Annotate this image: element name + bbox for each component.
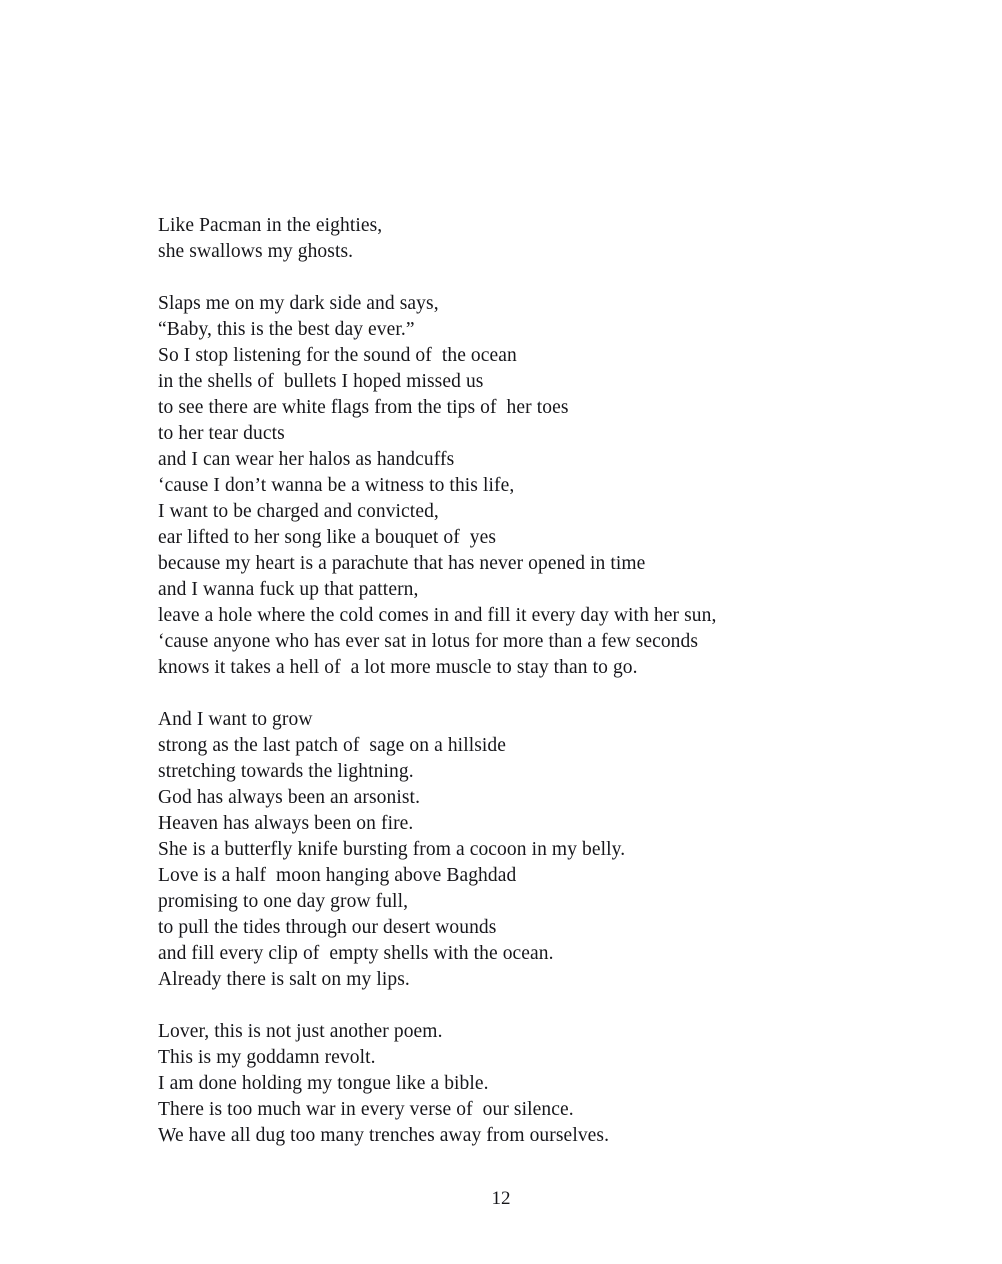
poem-line: I want to be charged and convicted, (158, 501, 439, 522)
poem-text-block (158, 213, 858, 1149)
poem-line: So I stop listening for the sound of the ocean (158, 345, 517, 366)
poem-line: Love is a half moon hanging above Baghdad (158, 865, 517, 886)
poem-line: stretching towards the lightning. (158, 761, 414, 782)
poem-line: “Baby, this is the best day ever.” (158, 319, 415, 340)
poem-line: promising to one day grow full, (158, 891, 409, 912)
stanza (158, 291, 858, 681)
poem-line: ‘cause I don’t wanna be a witness to this life, (158, 475, 515, 496)
poem-line: and I can wear her halos as handcuffs (158, 449, 455, 470)
poem-line: and I wanna fuck up that pattern, (158, 579, 419, 600)
poem-line: to pull the tides through our desert wounds (158, 917, 497, 938)
poem-line: There is too much war in every verse of our silence. (158, 1099, 574, 1120)
poem-line: knows it takes a hell of a lot more muscle to stay than to go. (158, 657, 638, 678)
stanza (158, 707, 858, 993)
poem-line: Already there is salt on my lips. (158, 969, 410, 990)
poem-line: This is my goddamn revolt. (158, 1047, 376, 1068)
poem-line: and fill every clip of empty shells with the ocean. (158, 943, 554, 964)
page-number: 12 (491, 1188, 511, 1209)
poem-line: She is a butterfly knife bursting from a cocoon in my belly. (158, 839, 626, 860)
poem-line: she swallows my ghosts. (158, 241, 354, 262)
poem-line: Heaven has always been on fire. (158, 813, 414, 834)
poem-line: Slaps me on my dark side and says, (158, 293, 439, 314)
poem-line: in the shells of bullets I hoped missed us (158, 371, 484, 392)
poem-line: because my heart is a parachute that has never opened in time (158, 553, 646, 574)
poem-line: to see there are white flags from the tips of her toes (158, 397, 569, 418)
poem-line: leave a hole where the cold comes in and fill it every day with her sun, (158, 605, 717, 626)
poem-line: strong as the last patch of sage on a hillside (158, 735, 507, 756)
poem-line: to her tear ducts (158, 423, 285, 444)
poem-line: Like Pacman in the eighties, (158, 215, 383, 236)
poem-line: ear lifted to her song like a bouquet of yes (158, 527, 497, 548)
poem-line: Lover, this is not just another poem. (158, 1021, 443, 1042)
stanza (158, 213, 858, 265)
poem-line: And I want to grow (158, 709, 313, 730)
poem-line: God has always been an arsonist. (158, 787, 421, 808)
stanza (158, 1019, 858, 1149)
poem-line: I am done holding my tongue like a bible. (158, 1073, 489, 1094)
poem-line: We have all dug too many trenches away from ourselves. (158, 1125, 610, 1146)
poem-line: ‘cause anyone who has ever sat in lotus for more than a few seconds (158, 631, 699, 652)
